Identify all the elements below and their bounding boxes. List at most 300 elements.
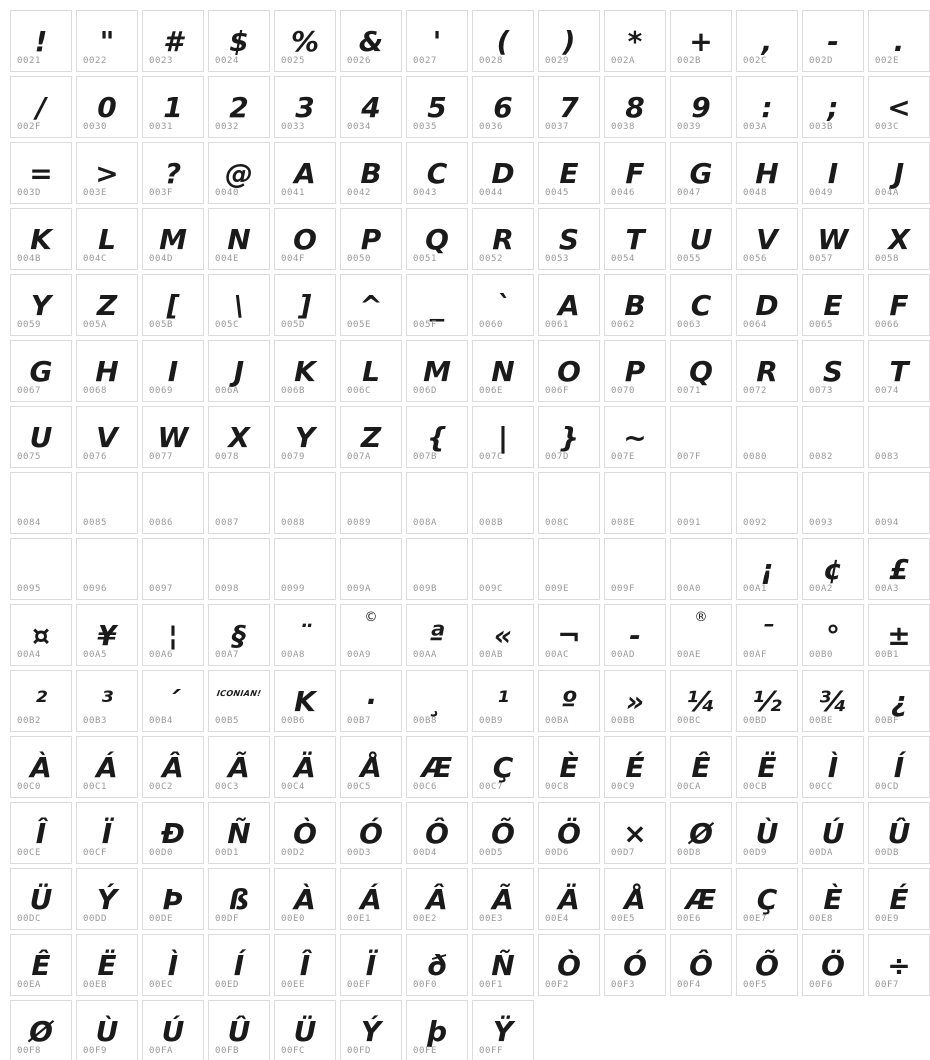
- code-label: 006E: [479, 386, 504, 396]
- code-label: 0077: [149, 452, 174, 462]
- code-label: 00A5: [83, 650, 108, 660]
- glyph: L: [362, 355, 380, 388]
- glyph: [77, 473, 137, 518]
- glyph-cell: [406, 10, 468, 72]
- glyph: [209, 539, 269, 584]
- code-label: 002D: [809, 56, 834, 66]
- glyph-cell: [538, 340, 600, 402]
- code-label: 0034: [347, 122, 372, 132]
- glyph-cell: [274, 208, 336, 270]
- glyph: [473, 473, 533, 518]
- glyph: Ù: [95, 1015, 119, 1048]
- code-label: 0045: [545, 188, 570, 198]
- glyph: ¯: [760, 619, 774, 652]
- glyph: ICONIAN!: [216, 688, 262, 698]
- glyph: Ñ: [491, 949, 515, 982]
- code-label: 00B9: [479, 716, 504, 726]
- glyph: O: [293, 223, 317, 256]
- code-label: 00AC: [545, 650, 570, 660]
- glyph-cell: [868, 934, 930, 996]
- code-label: 0048: [743, 188, 768, 198]
- glyph-cell: [142, 472, 204, 534]
- glyph-cell: [868, 208, 930, 270]
- code-label: 00ED: [215, 980, 240, 990]
- glyph: -: [827, 25, 839, 58]
- glyph: ¢: [823, 553, 843, 586]
- glyph-cell: [802, 274, 864, 336]
- code-label: 006C: [347, 386, 372, 396]
- code-label: 00BC: [677, 716, 702, 726]
- glyph: D: [755, 289, 779, 322]
- code-label: 00A6: [149, 650, 174, 660]
- glyph: Ë: [757, 751, 777, 784]
- code-label: 00EF: [347, 980, 372, 990]
- glyph-cell: [406, 1000, 468, 1060]
- code-label: 003D: [17, 188, 42, 198]
- code-label: 002C: [743, 56, 768, 66]
- glyph: [539, 473, 599, 518]
- glyph: ð: [427, 949, 447, 982]
- glyph-cell: [538, 802, 600, 864]
- glyph: [341, 473, 401, 518]
- glyph-cell: [802, 340, 864, 402]
- code-label: 00DF: [215, 914, 240, 924]
- code-label: 00A1: [743, 584, 768, 594]
- code-label: 0022: [83, 56, 108, 66]
- code-label: 00AA: [413, 650, 438, 660]
- code-label: 0062: [611, 320, 636, 330]
- glyph-cell: [340, 1000, 402, 1060]
- code-label: 0076: [83, 452, 108, 462]
- glyph-cell: [76, 1000, 138, 1060]
- glyph-cell: [472, 208, 534, 270]
- code-label: 00C6: [413, 782, 438, 792]
- code-label: 00BD: [743, 716, 768, 726]
- glyph-cell: [802, 208, 864, 270]
- code-label: 00F2: [545, 980, 570, 990]
- code-label: 008A: [413, 518, 438, 528]
- glyph-cell: [10, 868, 72, 930]
- glyph-cell: [406, 736, 468, 798]
- glyph-cell: [10, 208, 72, 270]
- glyph-cell: [76, 802, 138, 864]
- glyph: V: [756, 223, 778, 256]
- glyph-cell: [76, 340, 138, 402]
- glyph: Ä: [294, 751, 316, 784]
- glyph-cell: [868, 406, 930, 468]
- code-label: 00E3: [479, 914, 504, 924]
- code-label: 0039: [677, 122, 702, 132]
- glyph: ): [562, 25, 576, 58]
- code-label: 0035: [413, 122, 438, 132]
- glyph: ¿: [890, 685, 908, 718]
- glyph: È: [823, 883, 843, 916]
- glyph: #: [163, 25, 183, 58]
- code-label: 0070: [611, 386, 636, 396]
- glyph-grid: [10, 10, 930, 1060]
- glyph-cell: [340, 76, 402, 138]
- glyph-cell: [868, 340, 930, 402]
- code-label: 0024: [215, 56, 240, 66]
- glyph: -: [629, 619, 641, 652]
- glyph-cell: [604, 472, 666, 534]
- code-label: 00E8: [809, 914, 834, 924]
- glyph-cell: [472, 538, 534, 600]
- glyph: +: [689, 25, 713, 58]
- glyph-cell: [802, 802, 864, 864]
- code-label: 0037: [545, 122, 570, 132]
- code-label: 003F: [149, 188, 174, 198]
- glyph: [803, 473, 863, 518]
- glyph-cell: [274, 934, 336, 996]
- code-label: 0074: [875, 386, 900, 396]
- glyph: Q: [689, 355, 713, 388]
- glyph: Ã: [228, 751, 250, 784]
- glyph-cell: [10, 1000, 72, 1060]
- glyph: M: [159, 223, 187, 256]
- glyph: $: [229, 25, 249, 58]
- glyph: >: [95, 157, 119, 190]
- glyph-cell: [208, 340, 270, 402]
- code-label: 00E9: [875, 914, 900, 924]
- glyph: Ø: [689, 817, 713, 850]
- glyph: Ý: [360, 1015, 382, 1048]
- glyph: Á: [96, 751, 118, 784]
- glyph-cell: [670, 472, 732, 534]
- glyph-cell: [406, 406, 468, 468]
- glyph-cell: [868, 802, 930, 864]
- code-label: 0075: [17, 452, 42, 462]
- glyph-cell: [538, 538, 600, 600]
- glyph: [11, 473, 71, 518]
- glyph-cell: [868, 142, 930, 204]
- glyph-cell: [340, 472, 402, 534]
- code-label: 002A: [611, 56, 636, 66]
- code-label: 00C3: [215, 782, 240, 792]
- glyph: ©: [364, 610, 378, 625]
- glyph-cell: [340, 670, 402, 732]
- glyph: F: [625, 157, 645, 190]
- code-label: 00E5: [611, 914, 636, 924]
- glyph-cell: [274, 10, 336, 72]
- glyph: V: [96, 421, 118, 454]
- code-label: 0071: [677, 386, 702, 396]
- glyph-cell: [406, 76, 468, 138]
- code-label: 005D: [281, 320, 306, 330]
- glyph: Ç: [492, 751, 514, 784]
- code-label: 00BF: [875, 716, 900, 726]
- glyph-cell: [868, 736, 930, 798]
- glyph: º: [561, 685, 577, 718]
- code-label: 0082: [809, 452, 834, 462]
- glyph: Ï: [101, 817, 113, 850]
- glyph: U: [29, 421, 53, 454]
- glyph-cell: [802, 538, 864, 600]
- glyph-cell: [76, 934, 138, 996]
- glyph-cell: [538, 670, 600, 732]
- glyph-cell: [10, 142, 72, 204]
- glyph-cell: [472, 670, 534, 732]
- code-label: 00C4: [281, 782, 306, 792]
- code-label: 00B8: [413, 716, 438, 726]
- glyph-cell: [274, 670, 336, 732]
- code-label: 00B2: [17, 716, 42, 726]
- glyph: Ð: [161, 817, 185, 850]
- glyph: [209, 473, 269, 518]
- glyph: N: [491, 355, 515, 388]
- glyph-cell: [736, 208, 798, 270]
- glyph-cell: [472, 274, 534, 336]
- code-label: 00D5: [479, 848, 504, 858]
- glyph-cell: [472, 406, 534, 468]
- glyph-cell: [406, 472, 468, 534]
- code-label: 0031: [149, 122, 174, 132]
- glyph-cell: [208, 472, 270, 534]
- glyph: ¾: [818, 685, 848, 718]
- glyph: §: [232, 619, 246, 652]
- glyph-cell: [208, 934, 270, 996]
- glyph-cell: [604, 604, 666, 666]
- glyph-cell: [868, 604, 930, 666]
- glyph: S: [558, 223, 580, 256]
- glyph-cell: [538, 208, 600, 270]
- glyph-cell: [736, 934, 798, 996]
- code-label: 00DE: [149, 914, 174, 924]
- glyph-cell: [604, 538, 666, 600]
- glyph-cell: [604, 76, 666, 138]
- glyph: `: [496, 289, 510, 322]
- glyph-cell: [802, 472, 864, 534]
- code-label: 00B1: [875, 650, 900, 660]
- glyph: Á: [360, 883, 382, 916]
- glyph-cell: [76, 208, 138, 270]
- code-label: 007C: [479, 452, 504, 462]
- code-label: 00E7: [743, 914, 768, 924]
- glyph-cell: [736, 868, 798, 930]
- glyph-cell: [736, 406, 798, 468]
- glyph: L: [98, 223, 116, 256]
- glyph-cell: [472, 10, 534, 72]
- code-label: 004A: [875, 188, 900, 198]
- code-label: 0072: [743, 386, 768, 396]
- code-label: 00D2: [281, 848, 306, 858]
- glyph: [341, 539, 401, 584]
- glyph: K: [294, 355, 316, 388]
- glyph-cell: [670, 670, 732, 732]
- code-label: 0097: [149, 584, 174, 594]
- glyph-cell: [472, 142, 534, 204]
- code-label: 00FB: [215, 1046, 240, 1056]
- code-label: 004C: [83, 254, 108, 264]
- glyph: :: [761, 91, 773, 124]
- code-label: 009E: [545, 584, 570, 594]
- glyph: F: [889, 289, 909, 322]
- glyph: ,: [761, 25, 773, 58]
- glyph: Â: [426, 883, 448, 916]
- glyph-cell: [340, 340, 402, 402]
- glyph: Ó: [623, 949, 647, 982]
- glyph: Ç: [756, 883, 778, 916]
- glyph-cell: [604, 406, 666, 468]
- glyph: ~: [623, 421, 647, 454]
- glyph: J: [233, 355, 245, 388]
- glyph-cell: [340, 802, 402, 864]
- glyph-cell: [208, 802, 270, 864]
- glyph: ]: [298, 289, 312, 322]
- glyph: Ì: [167, 949, 179, 982]
- glyph-cell: [406, 274, 468, 336]
- code-label: 00A4: [17, 650, 42, 660]
- glyph: ¤: [32, 619, 50, 652]
- glyph-cell: [274, 868, 336, 930]
- code-label: 0023: [149, 56, 174, 66]
- glyph-cell: [736, 670, 798, 732]
- code-label: 00F7: [875, 980, 900, 990]
- code-label: 0061: [545, 320, 570, 330]
- code-label: 0068: [83, 386, 108, 396]
- glyph: }: [559, 421, 579, 454]
- glyph-cell: [538, 604, 600, 666]
- glyph: ¸: [430, 685, 444, 718]
- glyph: À: [294, 883, 316, 916]
- code-label: 0065: [809, 320, 834, 330]
- glyph-cell: [406, 208, 468, 270]
- glyph-cell: [274, 76, 336, 138]
- code-label: 00F8: [17, 1046, 42, 1056]
- glyph-cell: [538, 934, 600, 996]
- glyph: P: [624, 355, 646, 388]
- code-label: 003A: [743, 122, 768, 132]
- code-label: 0085: [83, 518, 108, 528]
- code-label: 00E6: [677, 914, 702, 924]
- code-label: 00F0: [413, 980, 438, 990]
- glyph-cell: [10, 802, 72, 864]
- glyph-cell: [868, 868, 930, 930]
- glyph: Ø: [29, 1015, 53, 1048]
- glyph: 7: [559, 91, 579, 124]
- code-label: 00A7: [215, 650, 240, 660]
- glyph-cell: [274, 604, 336, 666]
- glyph-cell: [868, 538, 930, 600]
- glyph: Í: [893, 751, 905, 784]
- glyph: [143, 473, 203, 518]
- glyph: Û: [227, 1015, 251, 1048]
- glyph-cell: [142, 736, 204, 798]
- code-label: 003B: [809, 122, 834, 132]
- glyph: [671, 407, 731, 452]
- glyph-cell: [274, 802, 336, 864]
- code-label: 0051: [413, 254, 438, 264]
- glyph: Ò: [557, 949, 581, 982]
- glyph: ®: [694, 610, 708, 625]
- glyph-cell: [670, 208, 732, 270]
- glyph-cell: [670, 604, 732, 666]
- glyph: [407, 473, 467, 518]
- glyph-cell: [142, 868, 204, 930]
- code-label: 0033: [281, 122, 306, 132]
- glyph: [473, 539, 533, 584]
- glyph-cell: [802, 142, 864, 204]
- code-label: 0064: [743, 320, 768, 330]
- glyph-cell: [10, 934, 72, 996]
- code-label: 00CD: [875, 782, 900, 792]
- code-label: 004B: [17, 254, 42, 264]
- code-label: 007B: [413, 452, 438, 462]
- code-label: 0078: [215, 452, 240, 462]
- glyph-cell: [142, 604, 204, 666]
- code-label: 0052: [479, 254, 504, 264]
- code-label: 0050: [347, 254, 372, 264]
- glyph-cell: [802, 934, 864, 996]
- glyph-cell: [208, 406, 270, 468]
- glyph-cell: [406, 538, 468, 600]
- glyph: Ý: [96, 883, 118, 916]
- code-label: 0025: [281, 56, 306, 66]
- glyph: Ü: [29, 883, 53, 916]
- code-label: 005E: [347, 320, 372, 330]
- glyph-cell: [604, 868, 666, 930]
- glyph: [: [166, 289, 180, 322]
- glyph-cell: [670, 142, 732, 204]
- glyph-cell: [340, 868, 402, 930]
- code-label: 00DC: [17, 914, 42, 924]
- glyph-cell: [208, 1000, 270, 1060]
- glyph-cell: [76, 406, 138, 468]
- code-label: 00C7: [479, 782, 504, 792]
- glyph: Î: [35, 817, 47, 850]
- code-label: 00DA: [809, 848, 834, 858]
- glyph: Å: [624, 883, 646, 916]
- glyph: Ê: [691, 751, 711, 784]
- code-label: 0029: [545, 56, 570, 66]
- glyph-cell: [208, 142, 270, 204]
- glyph-cell: [208, 670, 270, 732]
- glyph: ?: [164, 157, 182, 190]
- glyph: [275, 539, 335, 584]
- glyph: Ö: [821, 949, 845, 982]
- glyph: W: [817, 223, 849, 256]
- glyph: [671, 473, 731, 518]
- code-label: 0036: [479, 122, 504, 132]
- glyph: ³: [100, 685, 114, 718]
- code-label: 00F6: [809, 980, 834, 990]
- glyph-cell: [76, 76, 138, 138]
- glyph-cell: [868, 274, 930, 336]
- glyph-cell: [868, 76, 930, 138]
- code-label: 00F3: [611, 980, 636, 990]
- code-label: 00FD: [347, 1046, 372, 1056]
- glyph-cell: [142, 274, 204, 336]
- glyph-cell: [538, 736, 600, 798]
- glyph-cell: [736, 802, 798, 864]
- glyph-cell: [10, 76, 72, 138]
- code-label: 009C: [479, 584, 504, 594]
- code-label: 0028: [479, 56, 504, 66]
- glyph-cell: [406, 670, 468, 732]
- glyph-cell: [472, 472, 534, 534]
- glyph: !: [34, 25, 48, 58]
- glyph-cell: [736, 274, 798, 336]
- glyph: 3: [295, 91, 315, 124]
- glyph-cell: [604, 142, 666, 204]
- glyph: R: [492, 223, 514, 256]
- glyph: [869, 473, 929, 518]
- glyph: <: [887, 91, 911, 124]
- glyph: Ú: [821, 817, 845, 850]
- glyph: B: [624, 289, 646, 322]
- glyph: [737, 407, 797, 452]
- glyph-cell: [142, 538, 204, 600]
